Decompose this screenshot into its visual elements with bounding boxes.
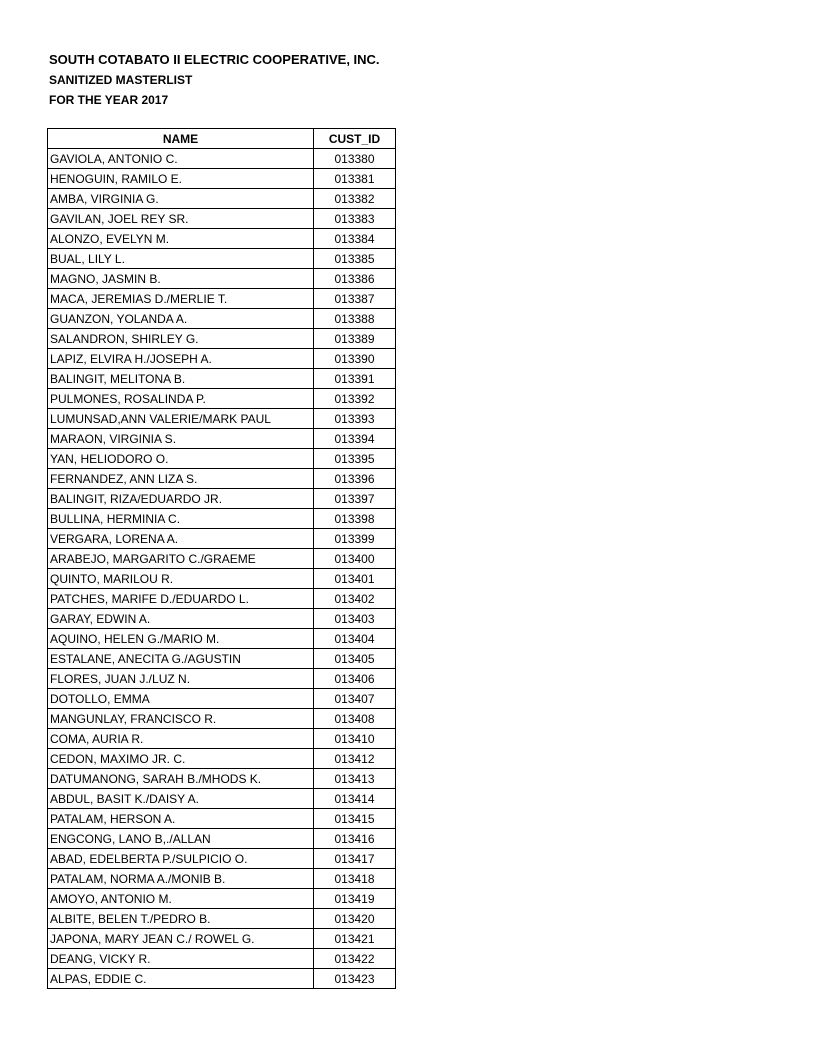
table-row — [48, 869, 396, 889]
customer-name-cell: ALBITE, BELEN T./PEDRO B. — [48, 909, 314, 929]
table-row — [48, 189, 396, 209]
customer-id-cell: 013388 — [314, 309, 396, 329]
customer-id-cell: 013399 — [314, 529, 396, 549]
customer-name-cell: LUMUNSAD,ANN VALERIE/MARK PAUL — [48, 409, 314, 429]
customer-id-cell: 013393 — [314, 409, 396, 429]
table-row — [48, 469, 396, 489]
customer-id-cell: 013413 — [314, 769, 396, 789]
table-row — [48, 889, 396, 909]
customer-id-cell: 013410 — [314, 729, 396, 749]
table-row — [48, 369, 396, 389]
table-row — [48, 649, 396, 669]
table-row — [48, 589, 396, 609]
customer-name-cell: DEANG, VICKY R. — [48, 949, 314, 969]
customer-id-cell: 013396 — [314, 469, 396, 489]
customer-name-cell: BALINGIT, RIZA/EDUARDO JR. — [48, 489, 314, 509]
table-row — [48, 549, 396, 569]
masterlist-table — [47, 128, 396, 989]
table-row — [48, 829, 396, 849]
table-row — [48, 289, 396, 309]
customer-name-cell: GARAY, EDWIN A. — [48, 609, 314, 629]
table-row — [48, 249, 396, 269]
customer-id-cell: 013423 — [314, 969, 396, 989]
table-row — [48, 269, 396, 289]
column-header-name: NAME — [48, 129, 314, 149]
table-row — [48, 569, 396, 589]
customer-id-cell: 013384 — [314, 229, 396, 249]
customer-id-cell: 013414 — [314, 789, 396, 809]
table-row — [48, 489, 396, 509]
customer-name-cell: COMA, AURIA R. — [48, 729, 314, 749]
customer-id-cell: 013420 — [314, 909, 396, 929]
customer-id-cell: 013422 — [314, 949, 396, 969]
customer-name-cell: GAVIOLA, ANTONIO C. — [48, 149, 314, 169]
customer-id-cell: 013419 — [314, 889, 396, 909]
customer-name-cell: PATALAM, HERSON A. — [48, 809, 314, 829]
customer-name-cell: BULLINA, HERMINIA C. — [48, 509, 314, 529]
table-row — [48, 229, 396, 249]
customer-name-cell: GUANZON, YOLANDA A. — [48, 309, 314, 329]
customer-id-cell: 013417 — [314, 849, 396, 869]
customer-id-cell: 013395 — [314, 449, 396, 469]
customer-name-cell: ARABEJO, MARGARITO C./GRAEME — [48, 549, 314, 569]
table-row — [48, 809, 396, 829]
table-row — [48, 169, 396, 189]
table-row — [48, 429, 396, 449]
customer-name-cell: BALINGIT, MELITONA B. — [48, 369, 314, 389]
table-row — [48, 509, 396, 529]
customer-name-cell: GAVILAN, JOEL REY SR. — [48, 209, 314, 229]
customer-id-cell: 013408 — [314, 709, 396, 729]
customer-name-cell: DOTOLLO, EMMA — [48, 689, 314, 709]
customer-name-cell: ALPAS, EDDIE C. — [48, 969, 314, 989]
customer-id-cell: 013397 — [314, 489, 396, 509]
table-row — [48, 729, 396, 749]
table-row — [48, 389, 396, 409]
customer-id-cell: 013401 — [314, 569, 396, 589]
customer-id-cell: 013382 — [314, 189, 396, 209]
customer-id-cell: 013389 — [314, 329, 396, 349]
table-row — [48, 689, 396, 709]
customer-id-cell: 013412 — [314, 749, 396, 769]
customer-id-cell: 013392 — [314, 389, 396, 409]
customer-name-cell: AQUINO, HELEN G./MARIO M. — [48, 629, 314, 649]
customer-name-cell: ALONZO, EVELYN M. — [48, 229, 314, 249]
table-row — [48, 149, 396, 169]
customer-name-cell: CEDON, MAXIMO JR. C. — [48, 749, 314, 769]
customer-name-cell: MACA, JEREMIAS D./MERLIE T. — [48, 289, 314, 309]
customer-name-cell: YAN, HELIODORO O. — [48, 449, 314, 469]
table-row — [48, 529, 396, 549]
customer-id-cell: 013418 — [314, 869, 396, 889]
customer-name-cell: ABAD, EDELBERTA P./SULPICIO O. — [48, 849, 314, 869]
table-row — [48, 409, 396, 429]
customer-id-cell: 013391 — [314, 369, 396, 389]
customer-id-cell: 013404 — [314, 629, 396, 649]
customer-name-cell: AMOYO, ANTONIO M. — [48, 889, 314, 909]
customer-name-cell: HENOGUIN, RAMILO E. — [48, 169, 314, 189]
customer-name-cell: ENGCONG, LANO B,./ALLAN — [48, 829, 314, 849]
customer-id-cell: 013402 — [314, 589, 396, 609]
customer-id-cell: 013394 — [314, 429, 396, 449]
customer-name-cell: PATCHES, MARIFE D./EDUARDO L. — [48, 589, 314, 609]
table-row — [48, 929, 396, 949]
table-row — [48, 909, 396, 929]
customer-id-cell: 013415 — [314, 809, 396, 829]
customer-id-cell: 013400 — [314, 549, 396, 569]
table-row — [48, 749, 396, 769]
customer-name-cell: FERNANDEZ, ANN LIZA S. — [48, 469, 314, 489]
table-row — [48, 789, 396, 809]
table-row — [48, 349, 396, 369]
customer-name-cell: MANGUNLAY, FRANCISCO R. — [48, 709, 314, 729]
column-header-cust-id: CUST_ID — [314, 129, 396, 149]
customer-id-cell: 013403 — [314, 609, 396, 629]
customer-id-cell: 013383 — [314, 209, 396, 229]
table-row — [48, 449, 396, 469]
document-header — [49, 50, 380, 110]
customer-name-cell: ABDUL, BASIT K./DAISY A. — [48, 789, 314, 809]
customer-name-cell: QUINTO, MARILOU R. — [48, 569, 314, 589]
table-row — [48, 609, 396, 629]
customer-name-cell: JAPONA, MARY JEAN C./ ROWEL G. — [48, 929, 314, 949]
customer-id-cell: 013406 — [314, 669, 396, 689]
customer-name-cell: PULMONES, ROSALINDA P. — [48, 389, 314, 409]
customer-id-cell: 013398 — [314, 509, 396, 529]
table-row — [48, 669, 396, 689]
customer-id-cell: 013390 — [314, 349, 396, 369]
customer-id-cell: 013407 — [314, 689, 396, 709]
customer-id-cell: 013385 — [314, 249, 396, 269]
customer-name-cell: FLORES, JUAN J./LUZ N. — [48, 669, 314, 689]
year-line: FOR THE YEAR 2017 — [49, 93, 169, 107]
customer-name-cell: PATALAM, NORMA A./MONIB B. — [48, 869, 314, 889]
table-row — [48, 309, 396, 329]
customer-name-cell: MARAON, VIRGINIA S. — [48, 429, 314, 449]
customer-name-cell: SALANDRON, SHIRLEY G. — [48, 329, 314, 349]
table-body — [48, 149, 396, 989]
customer-name-cell: DATUMANONG, SARAH B./MHODS K. — [48, 769, 314, 789]
customer-name-cell: AMBA, VIRGINIA G. — [48, 189, 314, 209]
customer-name-cell: BUAL, LILY L. — [48, 249, 314, 269]
table-row — [48, 629, 396, 649]
document-subtitle: SANITIZED MASTERLIST — [49, 73, 193, 87]
customer-id-cell: 013416 — [314, 829, 396, 849]
customer-name-cell: MAGNO, JASMIN B. — [48, 269, 314, 289]
table-row — [48, 709, 396, 729]
table-header-row — [48, 129, 396, 149]
table-row — [48, 329, 396, 349]
table-row — [48, 849, 396, 869]
customer-name-cell: VERGARA, LORENA A. — [48, 529, 314, 549]
company-title: SOUTH COTABATO II ELECTRIC COOPERATIVE, INC. — [49, 52, 380, 67]
table-row — [48, 769, 396, 789]
table-row — [48, 209, 396, 229]
customer-id-cell: 013421 — [314, 929, 396, 949]
customer-name-cell: ESTALANE, ANECITA G./AGUSTIN — [48, 649, 314, 669]
table-row — [48, 969, 396, 989]
customer-id-cell: 013380 — [314, 149, 396, 169]
customer-id-cell: 013381 — [314, 169, 396, 189]
table-row — [48, 949, 396, 969]
customer-id-cell: 013405 — [314, 649, 396, 669]
customer-name-cell: LAPIZ, ELVIRA H./JOSEPH A. — [48, 349, 314, 369]
customer-id-cell: 013386 — [314, 269, 396, 289]
customer-id-cell: 013387 — [314, 289, 396, 309]
